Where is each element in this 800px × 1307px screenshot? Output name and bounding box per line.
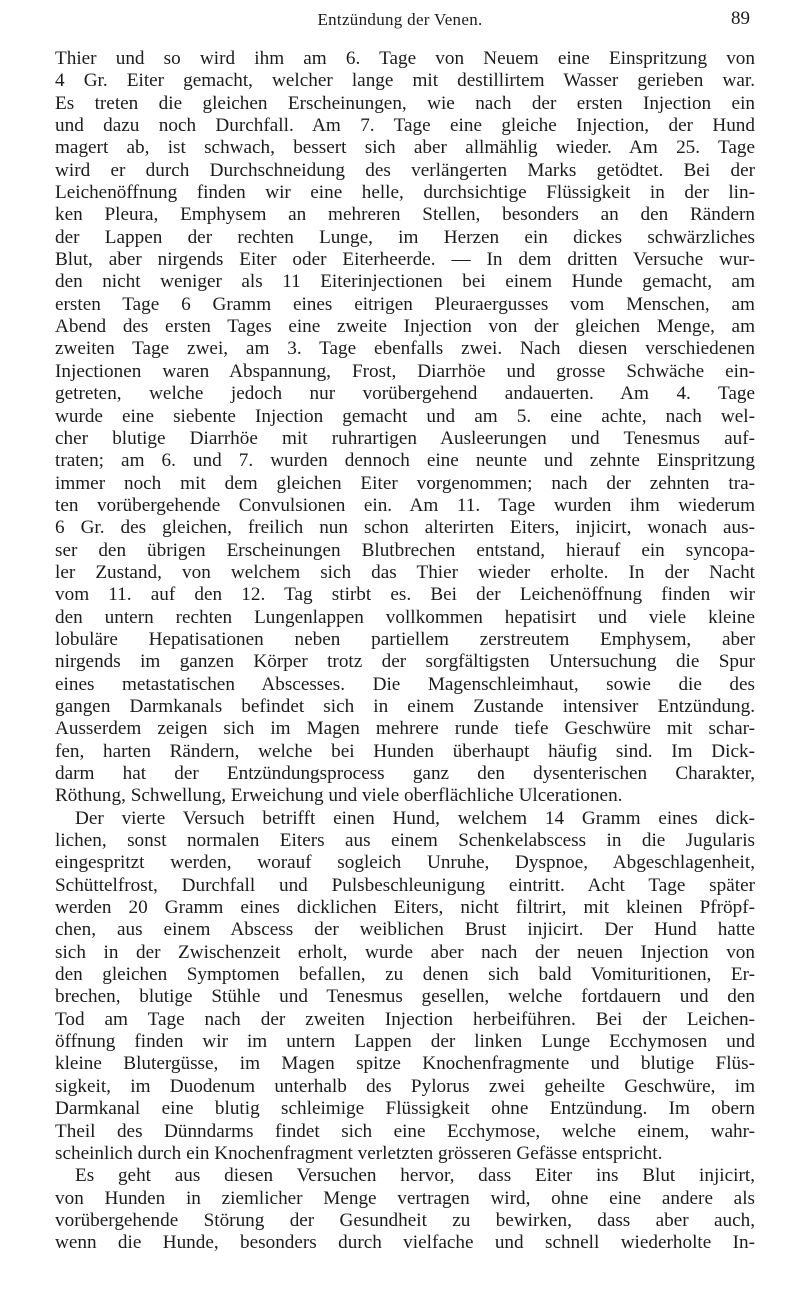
text-line: ten vorübergehende Convulsionen ein. Am 11. Tage wurden ihm wiederum: [55, 494, 755, 516]
text-line: sigkeit, im Duodenum unterhalb des Pylorus zwei geheilte Geschwüre, im: [55, 1075, 755, 1097]
body-text: [55, 48, 755, 1255]
text-line: wurde eine siebente Injection gemacht und am 5. eine achte, nach wel-: [55, 405, 755, 427]
text-line: Es geht aus diesen Versuchen hervor, dass Eiter ins Blut injicirt,: [75, 1165, 755, 1187]
text-line: den gleichen Symptomen befallen, zu denen sich bald Vomituritionen, Er-: [55, 964, 755, 986]
text-line: scheinlich durch ein Knochenfragment verletzten grösseren Gefässe entspricht.: [55, 1142, 663, 1164]
text-line: Ausserdem zeigen sich im Magen mehrere runde tiefe Geschwüre mit schar-: [55, 718, 755, 740]
text-line: werden 20 Gramm eines dicklichen Eiters, nicht filtrirt, mit kleinen Pfröpf-: [55, 897, 755, 919]
text-line: brechen, blutige Stühle und Tenesmus gesellen, welche fortdauern und den: [55, 986, 755, 1008]
text-line: sich in der Zwischenzeit erholt, wurde aber nach der neuen Injection von: [55, 941, 755, 963]
text-line: Abend des ersten Tages eine zweite Injection von der gleichen Menge, am: [55, 316, 755, 338]
text-line: Tod am Tage nach der zweiten Injection herbeiführen. Bei der Leichen-: [55, 1008, 755, 1030]
text-line: Der vierte Versuch betrifft einen Hund, welchem 14 Gramm eines dick-: [75, 807, 755, 829]
text-line: vom 11. auf den 12. Tag stirbt es. Bei der Leichenöffnung finden wir: [55, 584, 755, 606]
text-line: 4 Gr. Eiter gemacht, welcher lange mit destillirtem Wasser gerieben war.: [55, 70, 755, 92]
text-line: zweiten Tage zwei, am 3. Tage ebenfalls zwei. Nach diesen verschiedenen: [55, 338, 755, 360]
text-line: den untern rechten Lungenlappen vollkommen hepatisirt und viele kleine: [55, 606, 755, 628]
text-line: Es treten die gleichen Erscheinungen, wie nach der ersten Injection ein: [55, 92, 755, 114]
text-line: chen, aus einem Abscess der weiblichen Brust injicirt. Der Hund hatte: [55, 919, 755, 941]
text-line: ser den übrigen Erscheinungen Blutbrechen entstand, hierauf ein syncopa-: [55, 539, 755, 561]
text-line: Blut, aber nirgends Eiter oder Eiterheerde. — In dem dritten Versuche wur-: [55, 249, 755, 271]
text-line: Injectionen waren Abspannung, Frost, Diarrhöe und grosse Schwäche ein-: [55, 360, 755, 382]
text-line: getreten, welche jedoch nur vorübergehend andauerten. Am 4. Tage: [55, 383, 755, 405]
text-line: traten; am 6. und 7. wurden dennoch eine neunte und zehnte Einspritzung: [55, 450, 755, 472]
text-line: und dazu noch Durchfall. Am 7. Tage eine gleiche Injection, der Hund: [55, 115, 755, 137]
text-line: 6 Gr. des gleichen, freilich nun schon alterirten Eiters, injicirt, wonach aus-: [55, 517, 755, 539]
text-line: fen, harten Rändern, welche bei Hunden überhaupt häufig sind. Im Dick-: [55, 740, 755, 762]
text-line: lobuläre Hepatisationen neben partiellem zerstreutem Emphysem, aber: [55, 628, 755, 650]
text-line: eines metastatischen Abscesses. Die Magenschleimhaut, sowie die des: [55, 673, 755, 695]
text-line: Theil des Dünndarms findet sich eine Ecchymose, welche einem, wahr-: [55, 1120, 755, 1142]
text-line: kleine Blutergüsse, im Magen spitze Knochenfragmente und blutige Flüs-: [55, 1053, 755, 1075]
running-title: Entzündung der Venen.: [317, 10, 483, 29]
text-line: ken Pleura, Emphysem an mehreren Stellen, besonders an den Rändern: [55, 204, 755, 226]
text-line: vorübergehende Störung der Gesundheit zu bewirken, dass aber auch,: [55, 1209, 755, 1231]
text-line: öffnung finden wir im untern Lappen der linken Lunge Ecchymosen und: [55, 1031, 755, 1053]
text-line: Leichenöffnung finden wir eine helle, durchsichtige Flüssigkeit in der lin-: [55, 182, 755, 204]
text-line: ersten Tage 6 Gramm eines eitrigen Pleuraergusses vom Menschen, am: [55, 293, 755, 315]
text-line: nirgends im ganzen Körper trotz der sorgfältigsten Untersuchung die Spur: [55, 651, 755, 673]
text-line: der Lappen der rechten Lunge, im Herzen ein dickes schwärzliches: [55, 226, 755, 248]
text-line: wird er durch Durchschneidung des verlängerten Marks getödtet. Bei der: [55, 159, 755, 181]
text-line: lichen, sonst normalen Eiters aus einem Schenkelabscess in die Jugularis: [55, 830, 755, 852]
text-line: cher blutige Diarrhöe mit ruhrartigen Ausleerungen und Tenesmus auf-: [55, 427, 755, 449]
page-number: 89: [731, 8, 750, 29]
text-line: Thier und so wird ihm am 6. Tage von Neuem eine Einspritzung von: [55, 48, 755, 69]
running-head: [0, 8, 800, 36]
text-line: Röthung, Schwellung, Erweichung und viele oberflächliche Ulcerationen.: [55, 785, 623, 807]
text-line: wenn die Hunde, besonders durch vielfache und schnell wiederholte In-: [55, 1232, 755, 1254]
text-line: magert ab, ist schwach, bessert sich aber allmählig wieder. Am 25. Tage: [55, 137, 755, 159]
text-line: von Hunden in ziemlicher Menge vertragen wird, ohne eine andere als: [55, 1187, 755, 1209]
text-line: immer noch mit dem gleichen Eiter vorgenommen; nach der zehnten tra-: [55, 472, 755, 494]
text-line: eingespritzt werden, worauf sogleich Unruhe, Dyspnoe, Abgeschlagenheit,: [55, 852, 755, 874]
text-line: Schüttelfrost, Durchfall und Pulsbeschleunigung eintritt. Acht Tage später: [55, 874, 755, 896]
text-line: darm hat der Entzündungsprocess ganz den dysenterischen Charakter,: [55, 763, 755, 784]
text-line: Darmkanal eine blutig schleimige Flüssigkeit ohne Entzündung. Im obern: [55, 1098, 755, 1120]
text-line: gangen Darmkanals befindet sich in einem Zustande intensiver Entzündung.: [55, 695, 755, 717]
text-line: den nicht weniger als 11 Eiterinjectionen bei einem Hunde gemacht, am: [55, 271, 755, 293]
text-line: ler Zustand, von welchem sich das Thier wieder erholte. In der Nacht: [55, 561, 755, 583]
